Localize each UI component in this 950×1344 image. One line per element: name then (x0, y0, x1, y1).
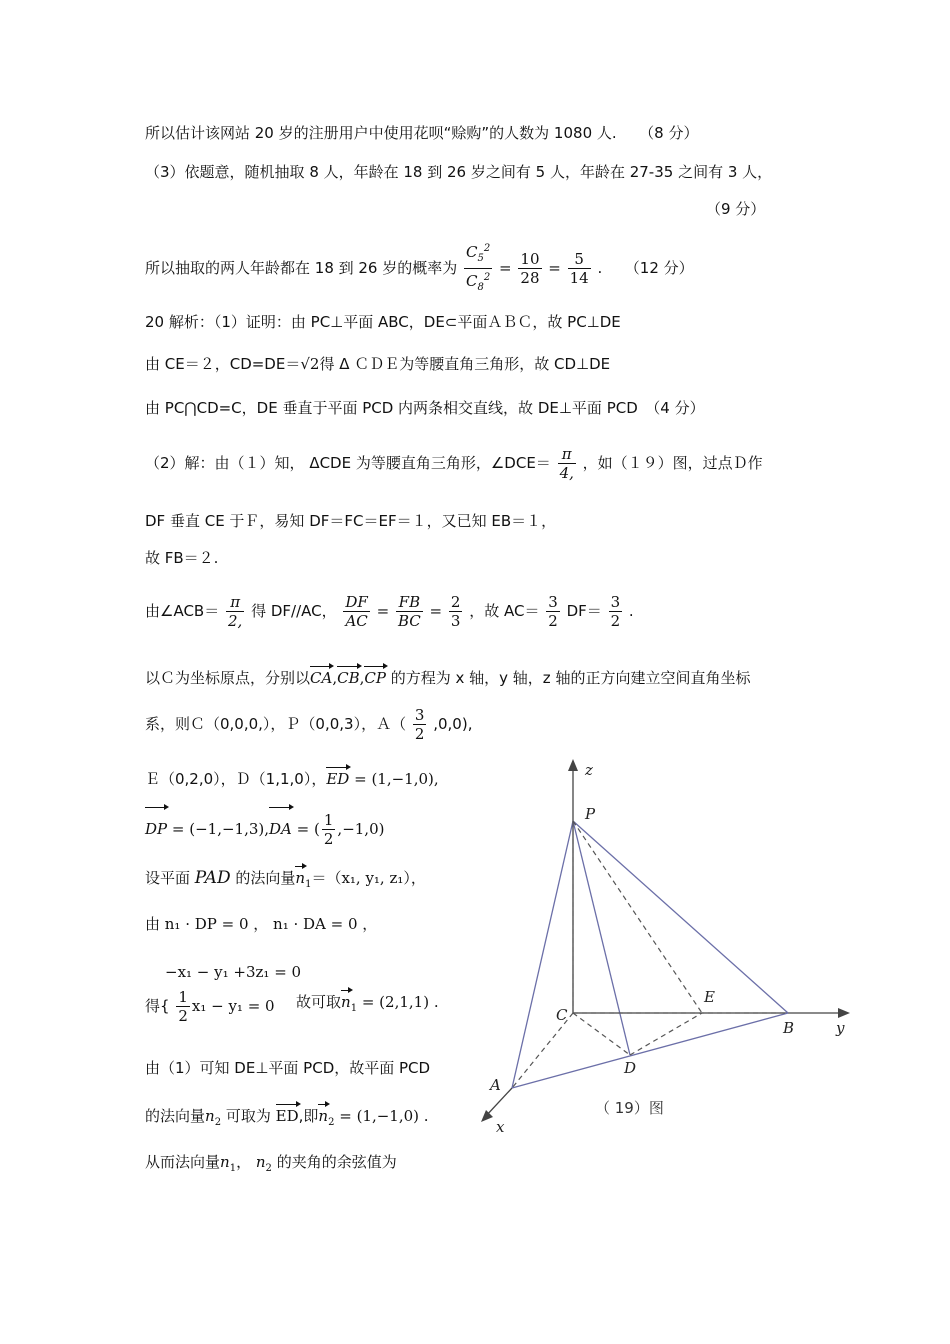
superscript: 2 (483, 243, 491, 254)
text-line: 从而法向量$n_1$， $n_2$ 的夹角的余弦值为 (145, 1153, 397, 1174)
label-y: y (836, 1019, 845, 1037)
z-arrow (568, 759, 578, 771)
numerator: π (558, 445, 576, 464)
text-line: 的法向量$n_2$ 可取为 ED,即$n_2 = (1,-1,0)$ . (145, 1102, 429, 1133)
text: ＝（x₁, y₁, z₁）， (311, 869, 426, 887)
denominator: AC (345, 612, 368, 630)
dot-product-conditions: 由 n₁ · DP = 0 ， n₁ · DA = 0 ， (145, 915, 378, 933)
text-line (145, 914, 377, 934)
vector-ca: CA (310, 664, 332, 688)
equation: x₁ − y₁ = 0 (191, 997, 275, 1015)
normal-vector-n2: n (205, 1107, 215, 1125)
c-symbol: C (466, 272, 478, 290)
vector-value: = ( (296, 820, 320, 838)
denominator: 2 (610, 612, 621, 630)
normal-vector-n2: n (318, 1102, 328, 1126)
fraction-fb-bc (396, 593, 423, 630)
label-p: P (585, 805, 596, 823)
text-line: 设平面 PAD 的法向量$n_1=(x_1$, y₁, z₁）， (145, 864, 426, 895)
fraction-10-28 (518, 250, 541, 287)
edge-de (630, 1013, 702, 1055)
numerator: π (226, 593, 244, 612)
text-line: 故 FB＝２. (145, 549, 219, 567)
text: ,0,0), (433, 715, 473, 733)
text: 所以抽取的两人年龄都在 18 到 26 岁的概率为 (145, 259, 458, 277)
text: 的夹角的余弦值为 (276, 1153, 397, 1171)
equation-row-2 (145, 984, 275, 1028)
text: ，故 AC＝ (469, 602, 540, 620)
normal-vector-n2: n (255, 1153, 266, 1171)
numerator: 3 (548, 593, 558, 611)
text-line: 故可取$n_1 = (2,1,1)$ . (296, 988, 439, 1019)
text: 由 CE＝２，CD=DE＝ (145, 355, 301, 373)
fraction-2-3 (449, 593, 463, 630)
text: DF＝ (566, 602, 602, 620)
c-symbol: C (466, 243, 478, 261)
text: 以Ｃ为坐标原点，分别以 (145, 669, 311, 687)
text: 故可取 (296, 993, 342, 1011)
equals: = (499, 259, 512, 277)
text: 从而法向量 (145, 1153, 221, 1171)
denominator: 4, (559, 464, 574, 482)
text: 的法向量 (145, 1107, 206, 1125)
edge-pe (573, 821, 702, 1013)
edge-pa (512, 821, 573, 1088)
text: 的方程为 x 轴，y 轴，z 轴的正方向建立空间直角坐标 (390, 669, 751, 687)
text-line (145, 765, 439, 789)
numerator: 2 (450, 593, 461, 611)
text: 的法向量 (235, 869, 296, 887)
label-x: x (496, 1118, 505, 1136)
normal-vector-n1: n (220, 1153, 230, 1171)
text-line: 20 解析：（1）证明：由 PC⊥平面 ABC，DE⊂平面ＡＢＣ，故 PC⊥DE (145, 313, 621, 331)
text-line (145, 443, 763, 483)
probability-line (145, 240, 694, 297)
label-c: C (556, 1006, 568, 1024)
numerator: 3 (610, 593, 621, 611)
text: 设平面 (145, 869, 191, 887)
edge-ab (512, 1013, 788, 1088)
fraction-pi-4 (558, 445, 576, 482)
fraction-pi-2 (226, 593, 244, 630)
denominator: 14 (569, 269, 589, 287)
denominator: 2 (548, 612, 558, 630)
denominator: 2 (323, 830, 334, 848)
x-arrow (481, 1110, 493, 1122)
equals: = (548, 259, 561, 277)
figure-caption: （ 19）图 (595, 1099, 664, 1117)
text-line: 所以估计该网站 20 岁的注册用户中使用花呗“赊购”的人数为 1080 人. （8 分） (145, 124, 699, 142)
text-line: DF 垂直 CE 于Ｆ，易知 DF＝FC＝EF＝１，又已知 EB＝１， (145, 512, 557, 530)
label-d: D (624, 1059, 637, 1077)
equation-row-1 (165, 962, 301, 982)
plane-pad: PAD (194, 868, 231, 888)
pyramid-figure (470, 755, 870, 1140)
text: . (628, 602, 634, 620)
label-a: A (490, 1076, 501, 1094)
text-line (145, 704, 472, 744)
denominator: 2, (228, 612, 243, 630)
text: 可取为 (225, 1107, 271, 1125)
numerator: DF (345, 593, 368, 611)
subscript: 5 (477, 253, 484, 264)
numerator: 10 (520, 250, 540, 268)
vector-ed: ED (276, 1102, 299, 1126)
text-line (145, 805, 384, 849)
label-b: B (783, 1019, 795, 1037)
normal-vector-n1: n (341, 988, 351, 1012)
fraction-1-2 (176, 988, 190, 1025)
text: ,即 (298, 1107, 319, 1125)
denominator: 3 (450, 612, 461, 630)
normal-vector-n1: n (295, 864, 305, 888)
vector-value: ,−1,0) (337, 820, 385, 838)
text: . （12 分） (597, 259, 694, 277)
vector-value: = (2,1,1) . (361, 993, 439, 1011)
text: 由∠ACB＝ (145, 602, 220, 620)
text-line: （3）依题意，随机抽取 8 人，年龄在 18 到 26 岁之间有 5 人，年龄在 27-35 之间有 3 人， (145, 163, 773, 181)
vector-da: DA (269, 805, 292, 849)
text-line (145, 354, 610, 374)
label-z: z (585, 761, 593, 779)
fraction-3-2 (609, 593, 623, 630)
numerator: 1 (178, 988, 188, 1006)
equation: −x₁ − y₁ +3z₁ = 0 (165, 963, 302, 981)
sqrt-2: √2 (300, 355, 320, 373)
text-line: 由（1）可知 DE⊥平面 PCD，故平面 PCD (145, 1059, 431, 1077)
score-note: （9 分） (706, 200, 766, 218)
text: ，如（１９）图，过点Ｄ作 (582, 454, 763, 472)
numerator: FB (396, 593, 423, 612)
denominator: 28 (520, 269, 540, 287)
numerator: 5 (568, 250, 591, 269)
text: 得{ (145, 997, 170, 1015)
vector-value: = (−1,−1,3), (171, 820, 270, 838)
text: 得 Δ ＣＤＥ为等腰直角三角形，故 CD⊥DE (319, 355, 611, 373)
text-line: 由∠ACB＝ $\frac{\pi}{2,}$ 得 DF//AC， $\frac{DF}{AC}$ = $\frac{FB}{BC}$ = $\frac{2}{3}$ ，故 AC＝ $\frac{3}{2}$ DF＝ $\frac{3}{2}$ . (145, 593, 634, 630)
vector-cp: CP (364, 664, 386, 688)
y-arrow (838, 1008, 850, 1018)
denominator: 2 (178, 1007, 188, 1025)
vector-cb: CB (337, 664, 360, 688)
text-line: 由 PC⋂CD=C，DE 垂直于平面 PCD 内两条相交直线，故 DE⊥平面 PCD （4 分） (145, 399, 705, 417)
text: 得 DF//AC， (251, 602, 337, 620)
text: Ｅ（0,2,0），Ｄ（1,1,0）， (145, 770, 327, 788)
fraction-3-2 (413, 706, 427, 743)
vector-dp: DP (145, 805, 167, 849)
text-line: 以Ｃ为坐标原点，分别以CA,CB,CP 的方程为 x 轴，y 轴，z 轴的正方向建立空间直角坐标 (145, 664, 750, 688)
text: 系，则Ｃ（0,0,0,），Ｐ（0,0,3），Ａ（ (145, 715, 407, 733)
fraction-c52-c82 (464, 240, 492, 297)
vector-ed: ED (326, 765, 349, 789)
vector-value: = (1,−1,0) . (339, 1107, 429, 1125)
edge-pb (573, 821, 788, 1013)
fraction-3-2 (546, 593, 560, 630)
denominator: BC (397, 612, 421, 630)
subscript: 8 (477, 282, 484, 293)
vector-value: = (1,−1,0), (354, 770, 439, 788)
text: （2）解：由（１）知， ΔCDE 为等腰直角三角形，∠DCE＝ (145, 454, 551, 472)
denominator: 2 (414, 725, 425, 743)
superscript: 2 (483, 272, 491, 283)
numerator: 3 (414, 706, 425, 724)
label-e: E (704, 988, 715, 1006)
fraction-1-2 (322, 811, 336, 848)
numerator: 1 (323, 811, 334, 829)
fraction-df-ac (343, 593, 369, 630)
fraction-5-14 (568, 250, 591, 287)
